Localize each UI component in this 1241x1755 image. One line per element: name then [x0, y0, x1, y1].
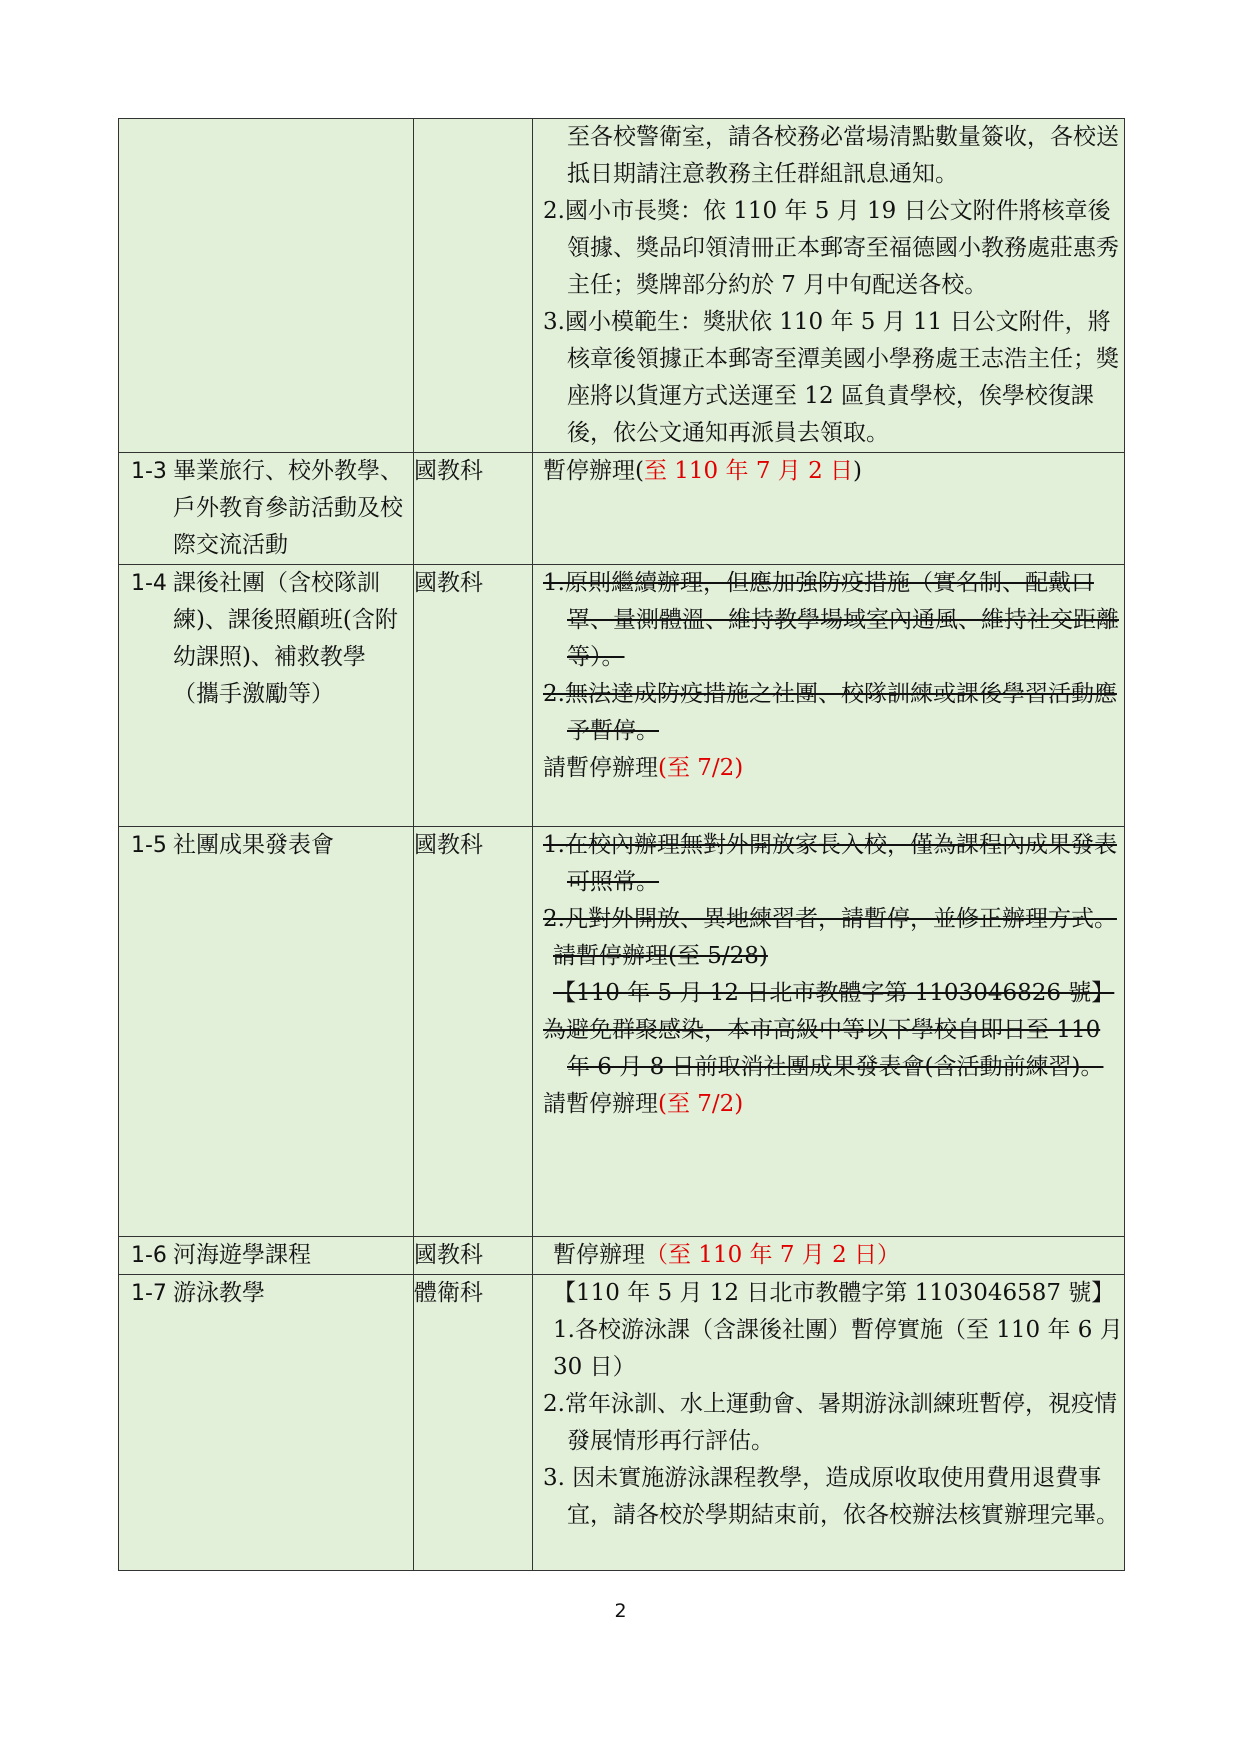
item-title: 游泳教學 — [172, 1280, 265, 1306]
struck-line: 【110 年 5 月 12 日北市教體字第 1103046826 號】 — [553, 980, 1115, 1006]
table-row — [119, 453, 1125, 565]
content-cell — [533, 1237, 1125, 1275]
table-row — [119, 1275, 1125, 1571]
content-cell — [533, 565, 1125, 827]
item-number: 1-3 — [131, 459, 167, 484]
item-title: 畢業旅行、校外教學、戶外教育參訪活動及校際交流活動 — [172, 458, 403, 558]
dept-cell: 國教科 — [414, 565, 533, 827]
status-text-end: ) — [853, 458, 863, 484]
date-range: 至 110 年 7 月 2 日 — [643, 458, 854, 484]
page-number: 2 — [614, 1600, 627, 1622]
status-text: 暫停辦理 — [553, 1242, 645, 1268]
struck-line: 1.原則繼續辦理，但應加強防疫措施（實名制、配戴口罩、量測體溫、維持教學場域室內通風、維持社交距離等）。 — [543, 570, 1119, 670]
item-cell — [119, 1237, 414, 1275]
item-title: 課後社團（含校隊訓練)、課後照顧班(含附幼課照)、補救教學（攜手激勵等） — [172, 570, 398, 707]
content-line: 至各校警衛室，請各校務必當場清點數量簽收，各校送抵日期請注意教務主任群組訊息通知。 — [567, 124, 1119, 187]
dept-cell: 國教科 — [414, 453, 533, 565]
content-line: 【110 年 5 月 12 日北市教體字第 1103046587 號】 — [553, 1280, 1115, 1306]
content-line — [533, 1237, 1124, 1274]
content-cell — [533, 1275, 1125, 1571]
table-row — [119, 827, 1125, 1237]
dept-cell: 體衛科 — [414, 1275, 533, 1571]
date-range: （至 110 年 7 月 2 日） — [645, 1242, 901, 1268]
status-text: 請暫停辦理 — [543, 755, 658, 781]
table-row — [119, 565, 1125, 827]
table-row — [119, 119, 1125, 453]
date-range: (至 7/2) — [658, 755, 744, 781]
content-line — [533, 453, 1124, 490]
struck-line: 請暫停辦理(至 5/28) — [553, 943, 768, 969]
item-number: 1-5 — [131, 833, 167, 858]
content-line — [533, 750, 1124, 787]
item-number: 1-7 — [131, 1281, 167, 1306]
document-table — [118, 118, 1125, 1571]
content-cell — [533, 827, 1125, 1237]
item-cell — [119, 565, 414, 827]
dept-cell: 國教科 — [414, 827, 533, 1237]
content-line: 1.各校游泳課（含課後社團）暫停實施（至 110 年 6 月 30 日） — [553, 1317, 1123, 1380]
dept-cell: 國教科 — [414, 1237, 533, 1275]
struck-line: 為避免群聚感染，本市高級中等以下學校自即日至 110 年 6 月 8 日前取消社團成果發表會(含活動前練習)。 — [543, 1017, 1104, 1080]
struck-line: 2.凡對外開放、異地練習者，請暫停，並修正辦理方式。 — [543, 906, 1117, 932]
item-number: 1-4 — [131, 571, 167, 596]
item-title: 河海遊學課程 — [172, 1242, 311, 1268]
item-cell — [119, 1275, 414, 1571]
item-title: 社團成果發表會 — [172, 832, 334, 858]
date-range: (至 7/2) — [658, 1091, 744, 1117]
content-cell — [533, 119, 1125, 453]
item-number: 1-6 — [131, 1243, 167, 1268]
content-line: 3. 因未實施游泳課程教學，造成原收取使用費用退費事宜，請各校於學期結束前，依各校辦法核實辦理完畢。 — [543, 1465, 1119, 1528]
dept-cell — [414, 119, 533, 453]
item-cell — [119, 827, 414, 1237]
content-cell — [533, 453, 1125, 565]
item-cell — [119, 453, 414, 565]
content-line: 2.常年泳訓、水上運動會、暑期游泳訓練班暫停，視疫情發展情形再行評估。 — [543, 1391, 1117, 1454]
struck-line: 1.在校內辦理無對外開放家長入校，僅為課程內成果發表可照常。 — [543, 832, 1117, 895]
struck-line: 2.無法達成防疫措施之社團、校隊訓練或課後學習活動應予暫停。 — [543, 681, 1117, 744]
status-text: 暫停辦理( — [543, 458, 644, 484]
table-row — [119, 1237, 1125, 1275]
content-line — [533, 1086, 1124, 1123]
item-cell — [119, 119, 414, 453]
content-line: 2.國小市長獎：依 110 年 5 月 19 日公文附件將核章後領據、獎品印領清冊正本郵寄至福德國小教務處莊惠秀主任；獎牌部分約於 7 月中旬配送各校。 — [543, 198, 1119, 298]
content-line: 3.國小模範生：獎狀依 110 年 5 月 11 日公文附件，將核章後領據正本郵寄至潭美國小學務處王志浩主任；獎座將以貨運方式送運至 12 區負責學校，俟學校復課後，依公文通知再派員去領取。 — [543, 309, 1119, 446]
status-text: 請暫停辦理 — [543, 1091, 658, 1117]
